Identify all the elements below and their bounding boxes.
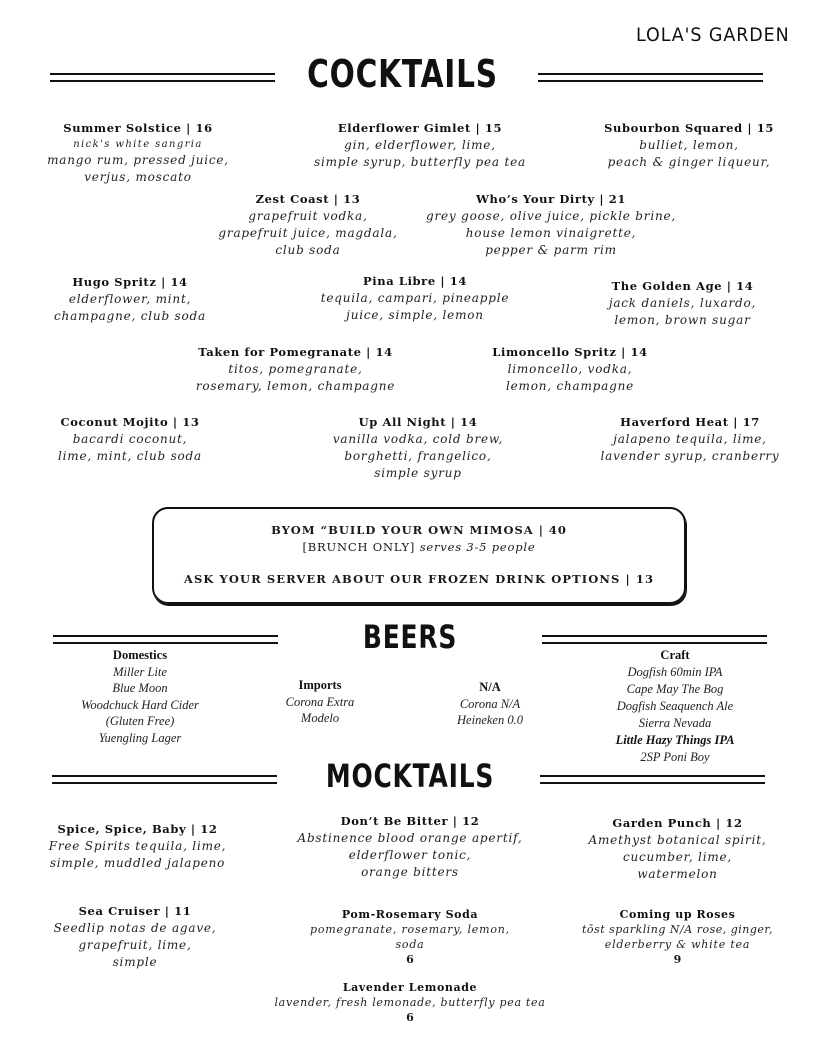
item-desc: lemon, brown sugar [614, 313, 751, 327]
mocktail-item [40, 903, 230, 971]
item-desc: simple [112, 955, 158, 969]
brunch-only-label: [BRUNCH ONLY] [302, 540, 416, 554]
divider-right [542, 635, 767, 644]
byom-mimosa: BYOM “BUILD YOUR OWN MIMOSA | 40 [271, 523, 567, 537]
item-desc: elderflower tonic, [348, 848, 472, 862]
cocktail-item [595, 414, 785, 465]
item-desc: grapefruit juice, magdala, [218, 226, 398, 240]
beer-item: Woodchuck Hard Cider [81, 697, 199, 712]
item-name: Haverford Heat | 17 [620, 415, 760, 429]
item-subtitle: nick's white sangria [73, 139, 203, 150]
beer-item: Sierra Nevada [638, 716, 712, 730]
divider-right [540, 775, 765, 784]
item-desc: house lemon vinaigrette, [465, 226, 637, 240]
item-name: Up All Night | 14 [358, 415, 478, 429]
cocktail-item [580, 278, 785, 329]
item-desc: tequila, campari, pineapple [320, 291, 510, 305]
item-desc: rosemary, lemon, champagne [195, 379, 396, 393]
item-desc: simple, muddled jalapeno [49, 856, 226, 870]
item-desc: grey goose, olive juice, pickle brine, [425, 209, 677, 223]
item-name: Sea Cruiser | 11 [78, 904, 192, 918]
item-price: 6 [406, 953, 414, 966]
item-desc: bulliet, lemon, [639, 138, 739, 152]
item-name: Who’s Your Dirty | 21 [476, 192, 626, 206]
item-name: Lavender Lemonade [342, 981, 478, 994]
beer-item: Corona N/A [459, 696, 521, 711]
beer-heading: Craft [660, 648, 690, 662]
item-desc: Amethyst botanical spirit, [588, 833, 767, 847]
byom-note [154, 539, 684, 555]
item-desc: vanilla vodka, cold brew, [332, 432, 504, 446]
beer-item: Dogfish 60min IPA [627, 665, 723, 679]
item-desc: club soda [275, 243, 341, 257]
divider-left [53, 635, 278, 644]
item-name: Don’t Be Bitter | 12 [340, 814, 480, 828]
beer-column-imports [265, 677, 375, 727]
beer-item: Dogfish Seaquench Ale [616, 699, 734, 713]
item-name: Coconut Mojito | 13 [60, 415, 200, 429]
beer-item: (Gluten Free) [105, 714, 175, 728]
item-desc: simple syrup [374, 466, 462, 480]
item-desc: jalapeno tequila, lime, [613, 432, 767, 446]
divider-right [538, 73, 763, 82]
beer-item: Corona Extra [285, 694, 355, 709]
item-price: 6 [406, 1011, 414, 1024]
item-name: The Golden Age | 14 [611, 279, 754, 293]
beer-item: Yuengling Lager [98, 730, 182, 745]
item-name: Pina Libre | 14 [363, 274, 467, 288]
cocktail-item [318, 414, 518, 482]
beer-heading: N/A [479, 680, 501, 694]
brand-logo: LOLA'S GARDEN [636, 24, 790, 46]
item-desc: gin, elderflower, lime, [344, 138, 496, 152]
item-desc: peach & ginger liqueur, [607, 155, 771, 169]
item-desc: bacardi coconut, [72, 432, 188, 446]
beer-item: Heineken 0.0 [457, 713, 523, 727]
cocktail-item [578, 120, 800, 171]
item-desc: tōst sparkling N/A rose, ginger, [582, 923, 773, 936]
item-desc: verjus, moscato [84, 170, 192, 184]
item-desc: orange bitters [361, 865, 459, 879]
mocktail-item [35, 821, 240, 872]
cocktail-item [188, 344, 403, 395]
item-desc: grapefruit, lime, [78, 938, 192, 952]
item-desc: lime, mint, club soda [58, 449, 202, 463]
cocktail-item [475, 344, 665, 395]
item-price: 9 [673, 953, 682, 966]
item-desc: jack daniels, luxardo, [608, 296, 757, 310]
cocktail-item [420, 191, 682, 259]
cocktail-item [40, 414, 220, 465]
frozen-drink-note: ASK YOUR SERVER ABOUT OUR FROZEN DRINK OPTIONS | 13 [183, 572, 655, 586]
item-desc: watermelon [637, 867, 718, 881]
section-title-mocktails: MOCKTAILS [325, 757, 495, 795]
item-desc: soda [395, 938, 425, 951]
item-desc: pomegranate, rosemary, lemon, [310, 923, 510, 936]
item-desc: simple syrup, butterfly pea tea [314, 155, 526, 169]
beer-item: Modelo [300, 711, 340, 725]
mocktail-item [570, 907, 785, 967]
cocktail-item [30, 274, 230, 325]
beer-item: Cape May The Bog [626, 682, 724, 696]
mocktail-item [300, 907, 520, 967]
beer-item: 2SP Poni Boy [640, 750, 710, 764]
specials-box [152, 507, 686, 604]
beer-item: Miller Lite [113, 664, 167, 679]
item-name: Spice, Spice, Baby | 12 [57, 822, 218, 836]
item-name: Garden Punch | 12 [612, 816, 743, 830]
item-desc: lavender, fresh lemonade, butterfly pea tea [274, 996, 546, 1009]
beer-item: Blue Moon [112, 681, 168, 695]
item-name: Elderflower Gimlet | 15 [337, 121, 503, 135]
item-name: Summer Solstice | 16 [63, 121, 213, 135]
beer-column-craft [590, 647, 760, 766]
item-name: Pom-Rosemary Soda [341, 908, 479, 921]
beer-item-featured: Little Hazy Things IPA [615, 733, 735, 747]
divider-left [52, 775, 277, 784]
item-desc: juice, simple, lemon [346, 308, 484, 322]
cocktail-item [198, 191, 418, 259]
item-desc: Abstinence blood orange apertif, [297, 831, 523, 845]
item-desc: lemon, champagne [505, 379, 635, 393]
item-desc: pepper & parm rim [485, 243, 617, 257]
divider-left [50, 73, 275, 82]
item-name: Subourbon Squared | 15 [604, 121, 774, 135]
item-desc: elderberry & white tea [604, 938, 751, 951]
item-desc: titos, pomegranate, [228, 362, 363, 376]
cocktail-item [305, 273, 525, 324]
item-desc: borghetti, frangelico, [344, 449, 492, 463]
mocktail-item [290, 813, 530, 881]
beer-column-domestics [60, 647, 220, 746]
beer-heading: Domestics [112, 648, 168, 662]
section-title-cocktails: COCKTAILS [307, 52, 498, 96]
serves-label: serves 3-5 people [419, 540, 536, 554]
beer-heading: Imports [298, 678, 342, 692]
section-title-beers: BEERS [362, 618, 458, 656]
item-desc: mango rum, pressed juice, [47, 153, 229, 167]
item-name: Limoncello Spritz | 14 [492, 345, 648, 359]
item-name: Hugo Spritz | 14 [72, 275, 188, 289]
item-name: Taken for Pomegranate | 14 [198, 345, 393, 359]
item-desc: Seedlip notas de agave, [53, 921, 217, 935]
beer-column-na [435, 679, 545, 729]
item-name: Zest Coast | 13 [255, 192, 361, 206]
cocktail-item [290, 120, 550, 171]
item-name: Coming up Roses [619, 908, 736, 921]
item-desc: limoncello, vodka, [507, 362, 633, 376]
item-desc: Free Spirits tequila, lime, [48, 839, 227, 853]
item-desc: champagne, club soda [54, 309, 206, 323]
mocktail-item [270, 980, 550, 1025]
cocktail-item [18, 120, 258, 186]
item-desc: elderflower, mint, [68, 292, 192, 306]
mocktail-item [575, 815, 780, 883]
item-desc: cucumber, lime, [622, 850, 733, 864]
item-desc: lavender syrup, cranberry [600, 449, 780, 463]
item-desc: grapefruit vodka, [248, 209, 368, 223]
